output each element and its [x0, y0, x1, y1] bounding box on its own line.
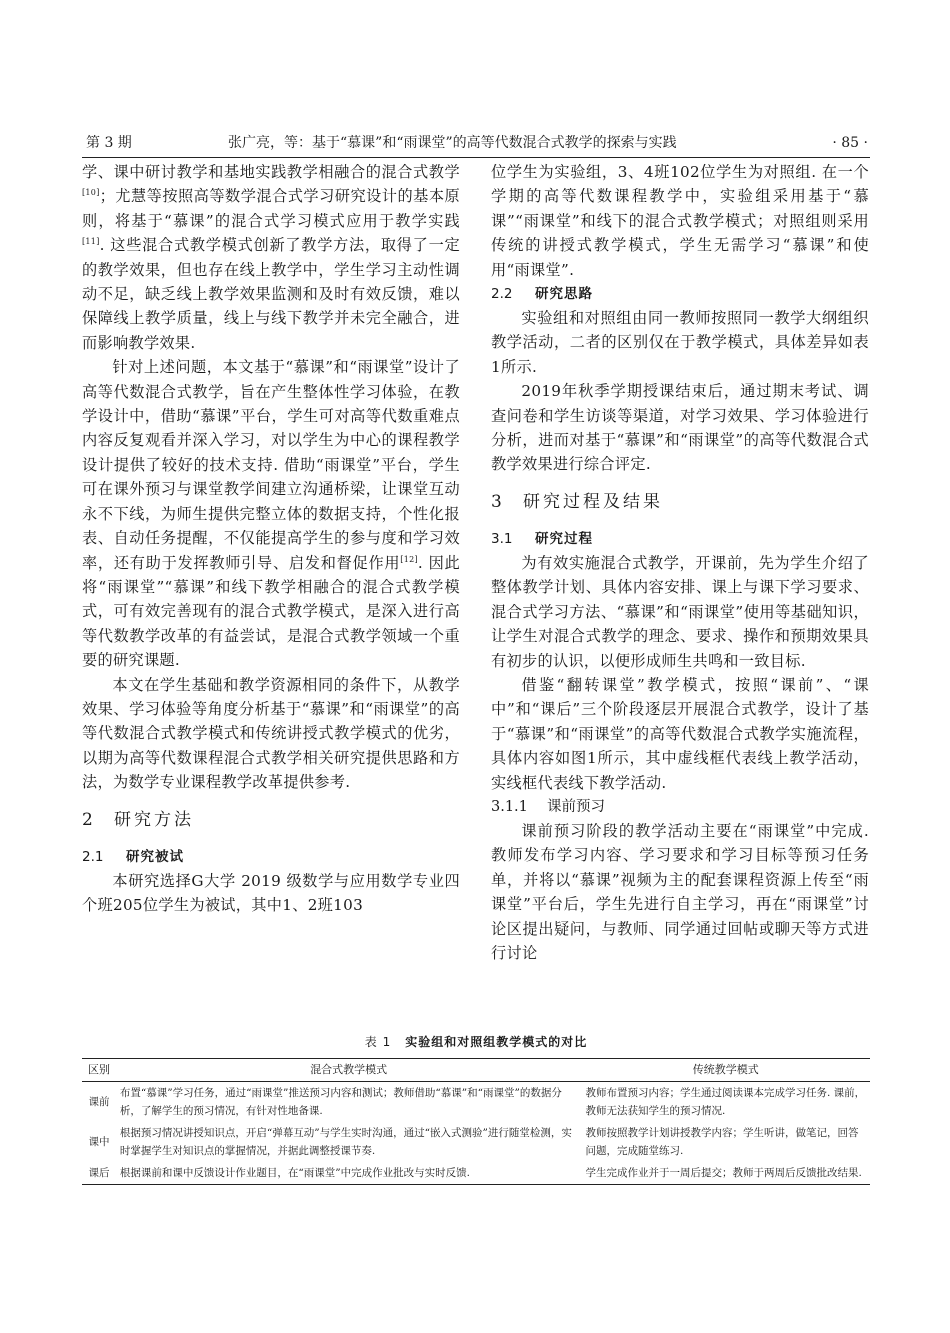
traditional-cell: 学生完成作业并于一周后提交；教师于两周后反馈批改结果.	[581, 1162, 870, 1185]
page-number: · 85 ·	[832, 135, 868, 151]
mixed-cell: 布置“慕课”学习任务，通过“雨课堂”推送预习内容和测试；教师借助“慕课”和“雨课堂”的数据分析，了解学生的预习情况，有针对性地备课.	[119, 1087, 562, 1117]
section-3-1-1-heading	[491, 795, 869, 819]
stage-cell: 课后	[82, 1162, 116, 1185]
paragraph-8: 为有效实施混合式教学，开课前，先为学生介绍了整体教学计划、具体内容安排、课上与课下学习要求、混合式学习方法、“慕课”和“雨课堂”使用等基础知识，让学生对混合式教学的理念、要求、操作和预期效果具有初步的认识，以便形成师生共鸣和一致目标.	[491, 553, 869, 670]
running-title: 张广亮，等：基于“慕课”和“雨课堂”的高等代数混合式教学的探索与实践	[228, 135, 677, 151]
table-row	[82, 1082, 870, 1123]
stage-cell: 课前	[88, 1096, 110, 1108]
table-number: 表 1	[364, 1035, 392, 1049]
text: . 这些混合式教学模式创新了教学方法，取得了一定的教学效果，但也存在线上教学中，学生学习主动性调动不足，缺乏线上教学效果监测和及时有效反馈，难以保障线上教学质量，线上与线下教学并未完全融合，进而影响教学效果.	[82, 236, 460, 352]
section-title: 研究被试	[126, 848, 184, 865]
section-title: 研究方法	[114, 809, 194, 830]
table-title: 实验组和对照组教学模式的对比	[405, 1035, 588, 1049]
text: . 因此将“雨课堂”“慕课”和线下教学相融合的混合式教学模式，可有效完善现有的混合式教学模式，是深入进行高等代数教学改革的有益尝试，是混合式教学领域一个重要的研究课题.	[82, 553, 461, 670]
paragraph-4: 本研究选择G大学 2019 级数学与应用数学专业四个班205位学生为被试，其中1、2班103	[82, 871, 460, 914]
traditional-cell: 教师按照教学计划讲授教学内容；学生听讲，做笔记，回答问题，完成随堂练习.	[585, 1127, 859, 1157]
section-3-heading	[491, 489, 869, 515]
citation-10[interactable]: [10]	[82, 188, 100, 198]
running-header	[82, 133, 870, 157]
section-number: 2.2	[491, 286, 513, 303]
issue-number: 第 3 期	[86, 135, 132, 151]
comparison-table	[82, 1058, 870, 1185]
stage-cell: 课中	[88, 1136, 110, 1148]
text: 针对上述问题，本文基于“慕课”和“雨课堂”设计了高等代数混合式教学，旨在产生整体性学习体验，在教学设计中，借助“慕课”平台，学生可对高等代数重难点内容反复观看并深入学习，对以学生为中心的课程教学设计提供了较好的技术支持. 借助“雨课堂”平台，学生可在课外预习与课堂教学间建立沟通桥梁，让课堂互动永不下线，为师生提供完整立体的数据支持，个性化报表、自动任务提醒，不仅能提高学生的参与度和学习效率，还有助于发挥教师引导、启发和督促作用	[82, 358, 460, 572]
section-title: 研究思路	[535, 286, 593, 303]
table-row	[82, 1122, 870, 1162]
citation-12[interactable]: [12]	[400, 554, 418, 564]
section-title: 课前预习	[547, 798, 605, 815]
paragraph-1	[82, 160, 460, 355]
header-cell-stage: 区别	[82, 1059, 116, 1082]
header-cell-traditional: 传统教学模式	[581, 1059, 870, 1082]
paragraph-9: 借鉴“翻转课堂”教学模式，按照“课前”、“课中”和“课后”三个阶段逐层开展混合式教学，设计了基于“慕课”和“雨课堂”的高等代数混合式教学实施流程，具体内容如图1所示，其中虚线框代表线上教学活动，实线框代表线下教学活动.	[491, 675, 869, 792]
paragraph-10: 课前预习阶段的教学活动主要在“雨课堂”中完成. 教师发布学习内容、学习要求和学习目标等预习任务单，并将以“慕课”视频为主的配套课程资源上传至“雨课堂”平台后，学生先进行自主学习，再在“雨课堂”讨论区提出疑问，与教师、同学通过回帖或聊天等方式进行讨论	[491, 821, 869, 962]
table-1-caption	[82, 1033, 870, 1050]
header-rule	[82, 157, 870, 158]
paragraph-7: 2019年秋季学期授课结束后，通过期末考试、调查问卷和学生访谈等渠道，对学习效果、学习体验进行分析，进而对基于“慕课”和“雨课堂”的高等代数混合式教学效果进行综合评定.	[491, 382, 869, 474]
table-row	[82, 1162, 870, 1185]
text: 学、课中研讨教学和基地实践教学相融合的混合式教学	[82, 163, 460, 181]
section-2-1-heading	[82, 845, 460, 869]
header-cell-mixed: 混合式教学模式	[116, 1059, 582, 1082]
paragraph-3: 本文在学生基础和教学资源相同的条件下，从教学效果、学习体验等角度分析基于“慕课”和“雨课堂”的高等代数混合式教学模式和传统讲授式教学模式的优劣，以期为高等代数课程混合式教学相关研究提供思路和方法，为数学专业课程教学改革提供参考.	[82, 675, 460, 792]
paragraph-2	[82, 355, 460, 672]
left-column	[82, 160, 460, 917]
paragraph-5: 位学生为实验组，3、4班102位学生为对照组. 在一个学期的高等代数课程教学中，实验组采用基于“慕课”“雨课堂”和线下的混合式教学模式；对照组则采用传统的讲授式教学模式，学生无需学习“慕课”和使用“雨课堂”.	[491, 163, 869, 279]
section-number: 2	[82, 809, 93, 830]
right-column	[491, 160, 869, 965]
section-number: 3.1.1	[491, 798, 528, 815]
section-title: 研究过程及结果	[523, 491, 663, 512]
section-title: 研究过程	[535, 530, 593, 547]
section-3-1-heading	[491, 527, 869, 551]
section-number: 3.1	[491, 530, 513, 547]
text: ；尤慧等按照高等数学混合式学习研究设计的基本原则，将基于“慕课”的混合式学习模式应用于教学实践	[82, 187, 460, 230]
table-header-row	[82, 1059, 870, 1082]
section-2-heading	[82, 807, 460, 833]
mixed-cell: 根据课前和课中反馈设计作业题目，在“雨课堂”中完成作业批改与实时反馈.	[116, 1162, 582, 1185]
section-number: 2.1	[82, 848, 104, 865]
paragraph-6: 实验组和对照组由同一教师按照同一教学大纲组织教学活动，二者的区别仅在于教学模式，具体差异如表1所示.	[491, 309, 869, 376]
traditional-cell: 教师布置预习内容；学生通过阅读课本完成学习任务. 课前，教师无法获知学生的预习情况.	[585, 1087, 866, 1117]
section-2-2-heading	[491, 282, 869, 306]
citation-11[interactable]: [11]	[82, 237, 100, 247]
section-number: 3	[491, 491, 502, 512]
mixed-cell: 根据预习情况讲授知识点，开启“弹幕互动”与学生实时沟通，通过“嵌入式测验”进行随堂检测，实时掌握学生对知识点的掌握情况，并据此调整授课节奏.	[119, 1127, 572, 1157]
